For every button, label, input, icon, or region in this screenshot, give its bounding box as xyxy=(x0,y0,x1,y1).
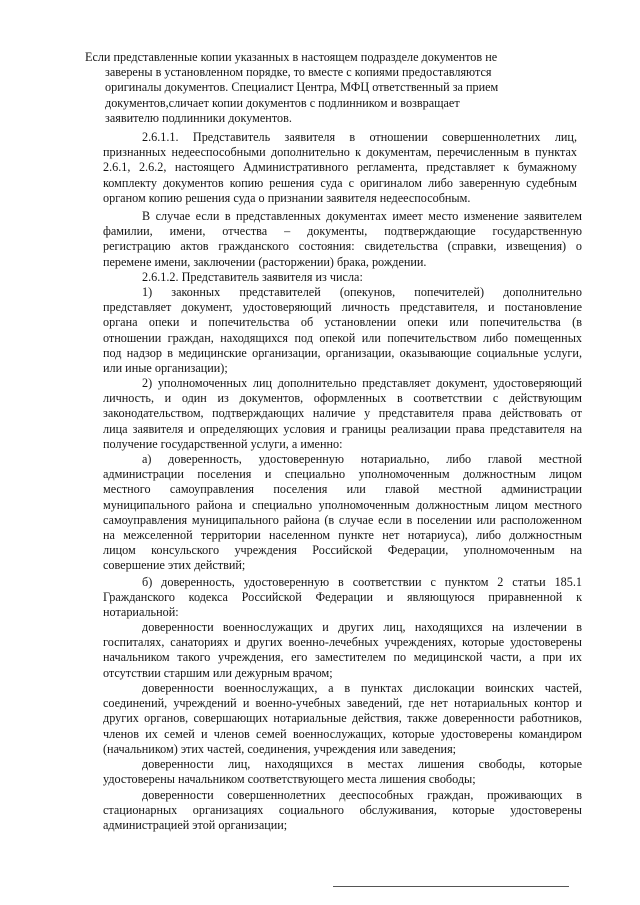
text-line: доверенности военнослужащих, а в пунктах дислокации воинских частей, xyxy=(142,681,582,695)
text-line: удостоверены начальником соответствующего места лишения свободы; xyxy=(103,772,476,787)
text-line: органа опеки и попечительства об установлении опеки или попечительства (в xyxy=(103,315,582,330)
text-line: соединений, учреждений и военно-учебных заведений, где нет нотариальных контор и xyxy=(103,696,582,711)
text-line: местного самоуправления поселения или главой местной администрации xyxy=(103,482,582,497)
text-line: отношении граждан, находящихся под опекой или попечительством либо помещенных xyxy=(103,330,582,345)
text-line: 2) уполномоченных лиц дополнительно представляет документ, удостоверяющий xyxy=(142,376,582,390)
text-line: других органов, совершающих нотариальные действия, также доверенности работников, xyxy=(103,711,582,726)
text-line: заверены в установленном порядке, то вместе с копиями предоставляются xyxy=(105,65,492,80)
text-line: представляет документ, удостоверяющий личность представителя, и постановление xyxy=(103,300,582,315)
text-line: органом копию решения суда о признании заявителя недееспособным. xyxy=(103,190,471,205)
text-line: (начальником) этих частей, соединения, учреждения или заведения; xyxy=(103,741,457,756)
text-line: членов их семей и членов семей военнослужащих, которые удостоверены командиром xyxy=(103,726,582,741)
text-line: Если представленные копии указанных в настоящем подразделе документов не xyxy=(85,50,498,64)
text-line: доверенности военнослужащих и других лиц, находящихся на излечении в xyxy=(142,620,582,634)
text-line: регистрацию актов гражданского состояния: свидетельства (справки, извещения) о xyxy=(103,239,582,254)
text-line: совершение этих действий; xyxy=(103,558,246,573)
text-line: муниципального района и специально уполномоченным должностным лицом местного xyxy=(103,497,582,512)
text-line: фамилии, имени, отчества – документы, подтверждающие государственную xyxy=(103,224,582,239)
text-line: 2.6.1.1. Представитель заявителя в отношении совершеннолетних лиц, xyxy=(142,130,577,144)
text-line: 2.6.1.2. Представитель заявителя из числа: xyxy=(142,270,363,284)
text-line: начальником такого учреждения, его заместителем по медицинской части, а при их xyxy=(103,650,582,665)
text-line: перемене имени, заключении (расторжении) брака, рождении. xyxy=(103,254,427,269)
text-line: на межселенной территории населенном пункте нет нотариуса), либо должностным xyxy=(103,528,582,542)
text-line: администрации поселения и специально уполномоченным должностным лицом xyxy=(103,467,582,482)
text-line: заявителю подлинники документов. xyxy=(105,110,292,125)
text-line: б) доверенность, удостоверенную в соответствии с пунктом 2 статьи 185.1 xyxy=(142,575,582,589)
text-line: лица заявителя и определяющих условия и границы реализации права представителя на xyxy=(103,421,582,436)
text-line: доверенности лиц, находящихся в местах лишения свободы, которые xyxy=(142,757,582,771)
text-line: а) доверенность, удостоверенную нотариально, либо главой местной xyxy=(142,452,582,466)
footer-rule xyxy=(333,886,569,887)
text-line: госпиталях, санаториях и других военно-лечебных учреждениях, которые удостоверены xyxy=(103,635,582,650)
text-line: стационарных организациях социального обслуживания, которые удостоверены xyxy=(103,803,582,818)
text-line: оригиналы документов. Специалист Центра, МФЦ ответственный за прием xyxy=(105,80,499,95)
text-line: признанных недееспособными дополнительно к документам, перечисленным в пунктах xyxy=(103,145,577,160)
text-line: Гражданского кодекса Российской Федерации и являющуюся приравненной к xyxy=(103,590,582,605)
text-line: комплекту документов копию решения суда с оригиналом либо заверенную судебным xyxy=(103,175,577,190)
text-line: самоуправления муниципального района (в случае если в поселении или расположенном xyxy=(103,512,582,527)
text-line: доверенности совершеннолетних дееспособных граждан, проживающих в xyxy=(142,788,582,802)
text-line: 2.6.1, 2.6.2, настоящего Административного регламента, представляет к бумажному xyxy=(103,160,577,175)
text-line: лицом консульского учреждения Российской Федерации, уполномоченным на xyxy=(103,543,582,558)
text-line: 1) законных представителей (опекунов, попечителей) дополнительно xyxy=(142,285,582,299)
text-line: документов,сличает копии документов с подлинником и возвращает xyxy=(105,95,460,110)
text-line: законодательством, подтверждающих наличие у представителя права действовать от xyxy=(103,406,582,421)
text-line: личность, и один из документов, оформленных в соответствии с действующим xyxy=(103,391,582,406)
text-line: нотариальной: xyxy=(103,605,179,620)
text-line: В случае если в представленных документах имеет место изменение заявителем xyxy=(142,209,582,223)
text-line: администрацией этой организации; xyxy=(103,818,288,833)
text-line: под надзор в медицинские организации, организации, оказывающие социальные услуги, xyxy=(103,345,582,360)
text-line: получение государственной услуги, а именно: xyxy=(103,436,343,451)
text-line: или иные организации); xyxy=(103,361,228,375)
text-line: отсутствии старшим или дежурным врачом; xyxy=(103,665,333,680)
